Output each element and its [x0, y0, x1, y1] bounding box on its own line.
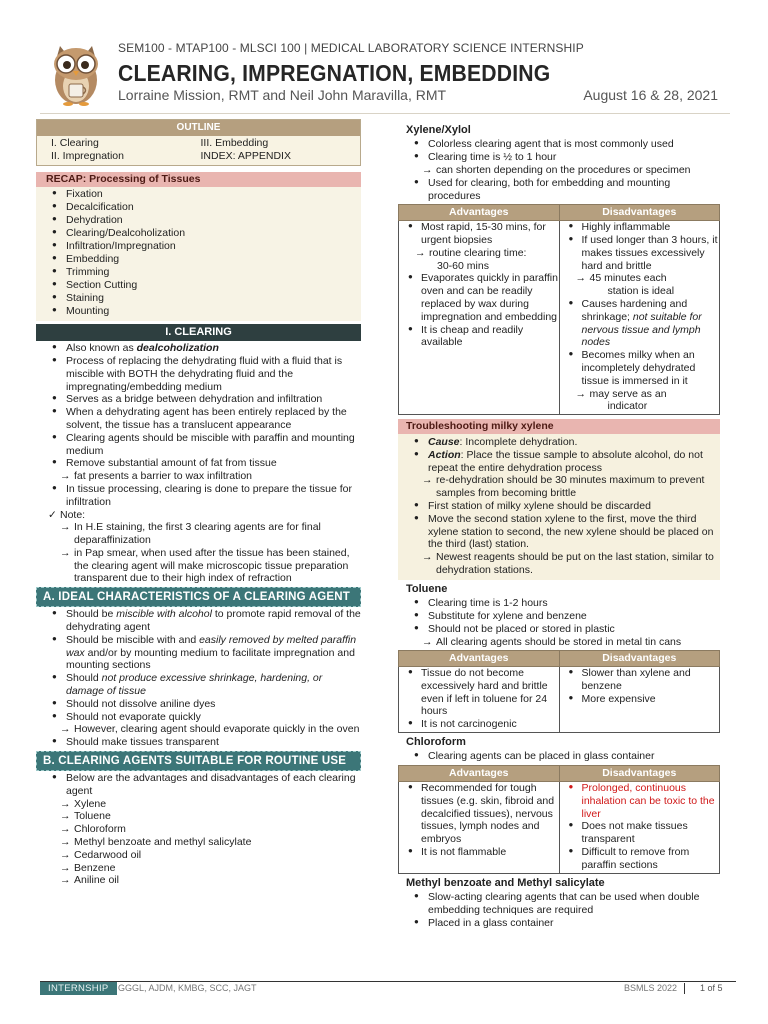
agent-item: → Toluene: [36, 810, 361, 823]
routine-list: [36, 772, 361, 887]
agent-item: → Xylene: [36, 798, 361, 811]
note-item: ✓ Note:: [36, 509, 361, 522]
disadvantages-header: Disadvantages: [559, 651, 720, 667]
ideal-list: [36, 608, 361, 749]
page-title: CLEARING, IMPREGNATION, EMBEDDING: [118, 60, 551, 86]
list-subitem: → Newest reagents should be put on the last station, similar to dehydration stations.: [398, 551, 720, 577]
recap-box: [36, 172, 361, 321]
list-subitem: → However, clearing agent should evaporate quickly in the oven: [36, 723, 361, 736]
xylene-table: [398, 204, 720, 415]
list-subitem: → All clearing agents should be stored in metal tin cans: [398, 636, 720, 649]
list-subitem: → re-dehydration should be 30 minutes maximum to prevent samples from becoming brittle: [398, 474, 720, 500]
list-item: ● Should not dissolve aniline dyes: [36, 698, 361, 711]
list-subitem: → in Pap smear, when used after the tissue has been stained, the clearing agent will make microscopic tissue preparation transparent due to their high index of refraction: [36, 547, 361, 585]
list-item: ● Clearing agents should be miscible with paraffin and mounting medium: [36, 432, 361, 458]
chloroform-heading: Chloroform: [406, 736, 466, 749]
list-item: ● Should make tissues transparent: [36, 736, 361, 749]
list-item: ● Slow-acting clearing agents that can be used when double embedding techniques are required: [398, 891, 720, 917]
disadvantages-cell: [559, 221, 720, 415]
list-subitem: → routine clearing time:: [399, 247, 559, 260]
list-item: ● Also known as dealcoholization: [36, 342, 361, 355]
list-item: ● Serves as a bridge between dehydration and infiltration: [36, 393, 361, 406]
list-item: ● First station of milky xylene should be discarded: [398, 500, 720, 513]
list-item: ● Remove substantial amount of fat from tissue: [36, 457, 361, 470]
recap-item: ● Embedding: [36, 253, 361, 266]
advantages-header: Advantages: [399, 205, 560, 221]
agent-item: → Aniline oil: [36, 874, 361, 887]
list-subitem: → can shorten depending on the procedures or specimen: [398, 164, 720, 177]
disadvantages-header: Disadvantages: [559, 205, 720, 221]
outline-item: II. Impregnation: [51, 149, 124, 162]
toluene-table: [398, 650, 720, 733]
footer-divider: [684, 983, 685, 994]
advantages-cell: [399, 667, 560, 733]
list-item: ● Evaporates quickly in paraffin oven and can be readily replaced by wax during impregnation and embedding: [399, 272, 559, 323]
list-item: ● Below are the advantages and disadvantages of each clearing agent: [36, 772, 361, 798]
warning-item: ● Prolonged, continuous inhalation can be toxic to the liver: [560, 782, 720, 820]
list-item: ● In tissue processing, clearing is done to prepare the tissue for infiltration: [36, 483, 361, 509]
list-item: ● Most rapid, 15-30 mins, for urgent biopsies: [399, 221, 559, 247]
list-item: ● Should not produce excessive shrinkage, hardening, or damage of tissue: [36, 672, 361, 698]
right-column: [398, 121, 720, 929]
recap-item: ● Staining: [36, 292, 361, 305]
outline-item: INDEX: APPENDIX: [200, 149, 291, 162]
list-item: ● Becomes milky when an incompletely dehydrated tissue is immersed in it: [560, 349, 720, 387]
recap-item: ● Section Cutting: [36, 279, 361, 292]
section-heading-clearing: I. CLEARING: [36, 324, 361, 341]
recap-heading: RECAP: Processing of Tissues: [36, 172, 361, 187]
recap-item: ● Decalcification: [36, 201, 361, 214]
course-line: SEM100 - MTAP100 - MLSCI 100 | MEDICAL LABORATORY SCIENCE INTERNSHIP: [118, 41, 584, 55]
advantages-cell: [399, 221, 560, 415]
recap-item: ● Fixation: [36, 188, 361, 201]
document-header: [40, 34, 730, 114]
recap-item: ● Infiltration/Impregnation: [36, 240, 361, 253]
list-item: ● Slower than xylene and benzene: [560, 667, 720, 693]
advantages-header: Advantages: [399, 766, 560, 782]
list-item: ● Clearing time is ½ to 1 hour: [398, 151, 720, 164]
footer-batch: BSMLS 2022: [624, 983, 678, 993]
disadvantages-cell: [559, 667, 720, 733]
outline-heading: OUTLINE: [37, 120, 360, 136]
agent-item: → Chloroform: [36, 823, 361, 836]
agent-item: → Methyl benzoate and methyl salicylate: [36, 836, 361, 849]
recap-item: ● Clearing/Dealcoholization: [36, 227, 361, 240]
list-item: ● Should not be placed or stored in plastic: [398, 623, 720, 636]
advantages-header: Advantages: [399, 651, 560, 667]
list-item: ● Used for clearing, both for embedding and mounting procedures: [398, 177, 720, 203]
page-number: 1 of 5: [700, 983, 723, 993]
list-item: ● Cause: Incomplete dehydration.: [398, 436, 720, 449]
disadvantages-header: Disadvantages: [559, 766, 720, 782]
list-subitem-continued: station is ideal: [607, 285, 675, 298]
xylene-heading: Xylene/Xylol: [406, 124, 471, 136]
list-item: ● Process of replacing the dehydrating fluid with a fluid that is miscible with BOTH the dehydrating fluid and the impregnating/embedding medium: [36, 355, 361, 393]
methyl-heading: Methyl benzoate and Methyl salicylate: [406, 876, 605, 889]
list-item: ● Clearing time is 1-2 hours: [398, 597, 720, 610]
list-subitem-continued: 30-60 mins: [437, 259, 489, 272]
section-heading-routine-agents: B. CLEARING AGENTS SUITABLE FOR ROUTINE USE: [36, 751, 361, 771]
lecture-date: August 16 & 28, 2021: [583, 87, 718, 103]
agent-item: → Benzene: [36, 862, 361, 875]
list-item: ● Clearing agents can be placed in glass container: [398, 750, 720, 763]
list-subitem: → may serve as an: [560, 388, 720, 401]
list-item: ● Tissue do not become excessively hard and brittle even if left in toluene for 24 hours: [399, 667, 559, 718]
list-item: ● Action: Place the tissue sample to absolute alcohol, do not repeat the entire dehydration process: [398, 449, 720, 475]
footer-tag: INTERNSHIP: [40, 982, 117, 995]
troubleshooting-heading: Troubleshooting milky xylene: [398, 419, 720, 434]
list-item: ● Highly inflammable: [560, 221, 720, 234]
list-item: ● It is not carcinogenic: [399, 718, 559, 731]
footer-authors: GGGL, AJDM, KMBG, SCC, JAGT: [118, 983, 257, 993]
list-subitem: → 45 minutes each: [560, 272, 720, 285]
list-item: ● Placed in a glass container: [398, 917, 720, 930]
list-subitem-continued: indicator: [607, 400, 648, 413]
list-item: ● Does not make tissues transparent: [560, 820, 720, 846]
recap-item: ● Mounting: [36, 305, 361, 318]
page-footer: [40, 981, 736, 997]
recap-item: ● Dehydration: [36, 214, 361, 227]
list-item: ● Should be miscible with and easily removed by melted paraffin wax and/or by mounting medium to facilitate impregnation and mounting sections: [36, 634, 361, 672]
outline-item: I. Clearing: [51, 137, 99, 150]
list-item: ● Substitute for xylene and benzene: [398, 610, 720, 623]
list-item: ● Should be miscible with alcohol to promote rapid removal of the dehydrating agent: [36, 608, 361, 634]
list-item: ● Move the second station xylene to the first, move the third xylene station to second, the new xylene should be placed on the third (last) station.: [398, 513, 720, 551]
authors: Lorraine Mission, RMT and Neil John Maravilla, RMT: [118, 87, 447, 103]
section-heading-ideal-characteristics: A. IDEAL CHARACTERISTICS OF A CLEARING AGENT: [36, 587, 361, 607]
list-item: ● More expensive: [560, 693, 720, 706]
chloroform-table: [398, 765, 720, 873]
list-item: ● It is cheap and readily available: [399, 324, 559, 350]
list-item: ● If used longer than 3 hours, it makes tissues excessively hard and brittle: [560, 234, 720, 272]
list-item: ● It is not flammable: [399, 846, 559, 859]
list-item: ● Difficult to remove from paraffin sections: [560, 846, 720, 872]
left-column: [36, 119, 361, 887]
disadvantages-cell: [559, 782, 720, 874]
clearing-list: [36, 342, 361, 585]
list-item: ● Colorless clearing agent that is most commonly used: [398, 138, 720, 151]
list-item: ● Causes hardening and shrinkage; not suitable for nervous tissue and lymph nodes: [560, 298, 720, 349]
list-item: ● Should not evaporate quickly: [36, 711, 361, 724]
outline-box: [36, 119, 361, 166]
owl-mascot-icon: [46, 38, 106, 108]
list-subitem: → In H.E staining, the first 3 clearing agents are for final deparaffinization: [36, 521, 361, 547]
agent-item: → Cedarwood oil: [36, 849, 361, 862]
toluene-heading: Toluene: [406, 582, 448, 595]
recap-item: ● Trimming: [36, 266, 361, 279]
advantages-cell: [399, 782, 560, 874]
list-item: ● When a dehydrating agent has been entirely replaced by the solvent, the tissue has a translucent appearance: [36, 406, 361, 432]
outline-item: III. Embedding: [200, 137, 269, 150]
troubleshooting-box: [398, 419, 720, 580]
list-item: ● Recommended for tough tissues (e.g. skin, fibroid and decalcified tissues), nervous tissues, lymph nodes and embryos: [399, 782, 559, 846]
list-subitem: → fat presents a barrier to wax infiltration: [36, 470, 361, 483]
